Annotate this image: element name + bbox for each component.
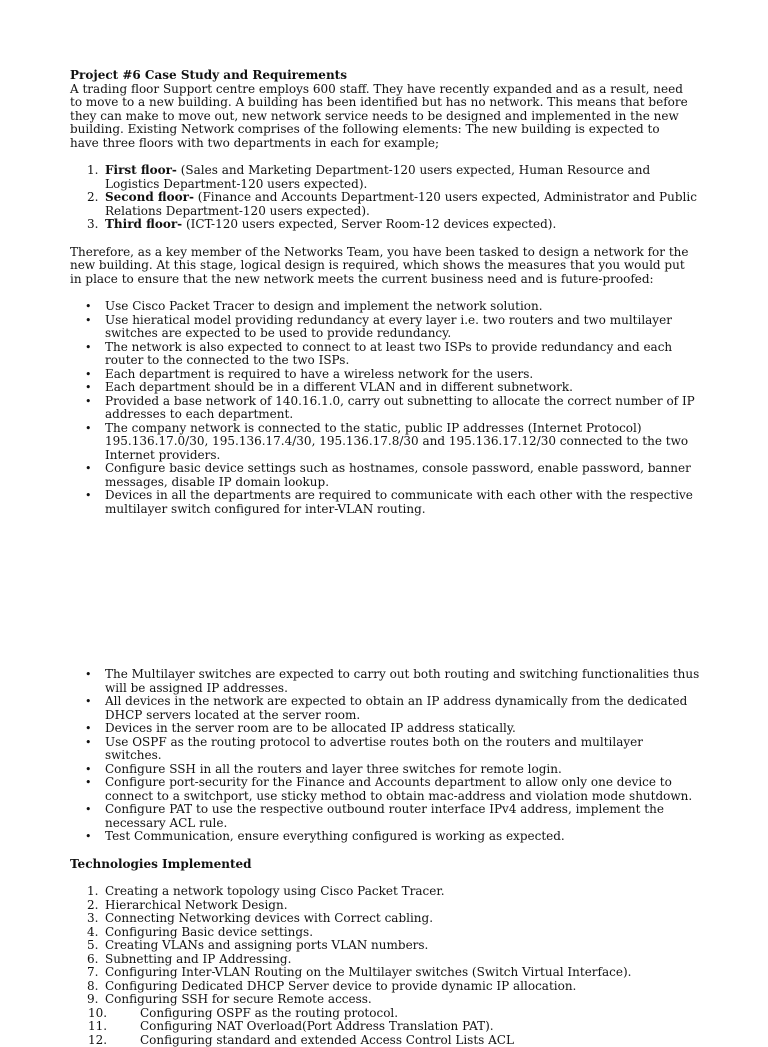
list-number: 8.: [87, 980, 98, 994]
floor-text: (ICT-120 users expected, Server Room-12 devices expected).: [182, 217, 556, 231]
list-number: 4.: [87, 926, 98, 940]
list-number: 11.: [88, 1020, 107, 1034]
list-text: Configuring Dedicated DHCP Server device to provide dynamic IP allocation.: [105, 979, 576, 993]
list-number: 9.: [87, 993, 98, 1007]
list-text: Configuring NAT Overload(Port Address Translation PAT).: [140, 1019, 494, 1033]
list-number: 2.: [87, 899, 98, 913]
list-number: 3.: [87, 218, 98, 232]
list-text: Configuring SSH for secure Remote access.: [105, 992, 372, 1006]
document-page: [70, 69, 700, 1047]
intro-paragraph: A trading floor Support centre employs 600 staff. They have recently expanded and as a result, need to move to a new building. A building has been identified but has no network. This means that before they can make to move out, new network service needs to be designed and implemented in the new building. Existing Network comprises of the following elements: The new building is expected to have three floors with two departments in each for example;: [70, 83, 692, 151]
list-number: 5.: [87, 939, 98, 953]
list-number: 7.: [87, 966, 98, 980]
list-item: [70, 912, 700, 926]
list-item: • Use hieratical model providing redundancy at every layer i.e. two routers and two multilayer switches are expected to be used to provide redundancy.: [70, 314, 700, 341]
list-text: Configuring Basic device settings.: [105, 925, 313, 939]
list-item: [70, 191, 700, 218]
requirements-list-continued: [70, 668, 700, 844]
list-text: Configuring standard and extended Access Control Lists ACL: [140, 1033, 514, 1047]
list-number: 3.: [87, 912, 98, 926]
requirements-list: [70, 300, 700, 516]
list-item: • Use Cisco Packet Tracer to design and implement the network solution.: [70, 300, 700, 314]
list-item: • All devices in the network are expected to obtain an IP address dynamically from the dedicated DHCP servers located at the server room.: [70, 695, 700, 722]
list-item: [70, 926, 700, 940]
list-text: Subnetting and IP Addressing.: [105, 952, 291, 966]
list-item: • Devices in the server room are to be allocated IP address statically.: [70, 722, 700, 736]
list-item: • The company network is connected to the static, public IP addresses (Internet Protocol) 195.136.17.0/30, 195.136.17.4/30, 195.136.17.8/30 and 195.136.17.12/30 connected to the two Internet providers.: [70, 422, 700, 463]
list-number: 12.: [88, 1034, 107, 1047]
list-item: • Configure PAT to use the respective outbound router interface IPv4 address, implement the necessary ACL rule.: [70, 803, 700, 830]
list-item: • The Multilayer switches are expected to carry out both routing and switching functionalities thus will be assigned IP addresses.: [70, 668, 700, 695]
list-item: • Configure SSH in all the routers and layer three switches for remote login.: [70, 763, 700, 777]
list-item: • The network is also expected to connect to at least two ISPs to provide redundancy and each router to the connected to the two ISPs.: [70, 341, 700, 368]
list-item: • Provided a base network of 140.16.1.0, carry out subnetting to allocate the correct number of IP addresses to each department.: [70, 395, 700, 422]
list-item: [70, 218, 700, 232]
list-text: Creating VLANs and assigning ports VLAN numbers.: [105, 938, 428, 952]
list-number: 1.: [87, 164, 98, 178]
list-text: Hierarchical Network Design.: [105, 898, 288, 912]
page-heading: Project #6 Case Study and Requirements: [70, 69, 700, 83]
list-item: [70, 939, 700, 953]
floor-label: Third floor-: [105, 217, 182, 231]
list-item: • Devices in all the departments are required to communicate with each other with the respective multilayer switch configured for inter-VLAN routing.: [70, 489, 700, 516]
floor-label: Second floor-: [105, 190, 194, 204]
list-number: 10.: [88, 1007, 107, 1021]
list-number: 6.: [87, 953, 98, 967]
list-item: • Each department should be in a different VLAN and in different subnetwork.: [70, 381, 700, 395]
list-item: • Each department is required to have a wireless network for the users.: [70, 368, 700, 382]
list-item: [70, 164, 700, 191]
list-item: • Test Communication, ensure everything configured is working as expected.: [70, 830, 700, 844]
list-item: [70, 899, 700, 913]
list-item: [70, 966, 700, 980]
list-item: • Use OSPF as the routing protocol to advertise routes both on the routers and multilayer switches.: [70, 736, 700, 763]
section-heading: Technologies Implemented: [70, 858, 700, 872]
list-item: [70, 993, 700, 1007]
list-item: [70, 1034, 700, 1047]
list-item: • Configure port-security for the Finance and Accounts department to allow only one device to connect to a switchport, use sticky method to obtain mac-address and violation mode shutdown.: [70, 776, 700, 803]
floor-text: (Finance and Accounts Department-120 users expected, Administrator and Public Relations Department-120 users expected).: [105, 190, 697, 218]
list-item: [70, 953, 700, 967]
task-paragraph: Therefore, as a key member of the Networks Team, you have been tasked to design a network for the new building. At this stage, logical design is required, which shows the measures that you would put in place to ensure that the new network meets the current business need and is future-proofed:: [70, 246, 700, 287]
floor-label: First floor-: [105, 163, 177, 177]
list-item: [70, 1020, 700, 1034]
technologies-list: [70, 885, 700, 1047]
list-item: [70, 980, 700, 994]
blank-space: [70, 516, 700, 668]
floor-list: [70, 164, 700, 232]
list-text: Creating a network topology using Cisco Packet Tracer.: [105, 884, 445, 898]
floor-text: (Sales and Marketing Department-120 users expected, Human Resource and Logistics Department-120 users expected).: [105, 163, 650, 191]
list-text: Configuring Inter-VLAN Routing on the Multilayer switches (Switch Virtual Interface).: [105, 965, 631, 979]
list-item: • Configure basic device settings such as hostnames, console password, enable password, banner messages, disable IP domain lookup.: [70, 462, 700, 489]
list-number: 1.: [87, 885, 98, 899]
list-number: 2.: [87, 191, 98, 205]
list-text: Connecting Networking devices with Correct cabling.: [105, 911, 433, 925]
list-item: [70, 1007, 700, 1021]
list-text: Configuring OSPF as the routing protocol.: [140, 1006, 398, 1020]
list-item: [70, 885, 700, 899]
